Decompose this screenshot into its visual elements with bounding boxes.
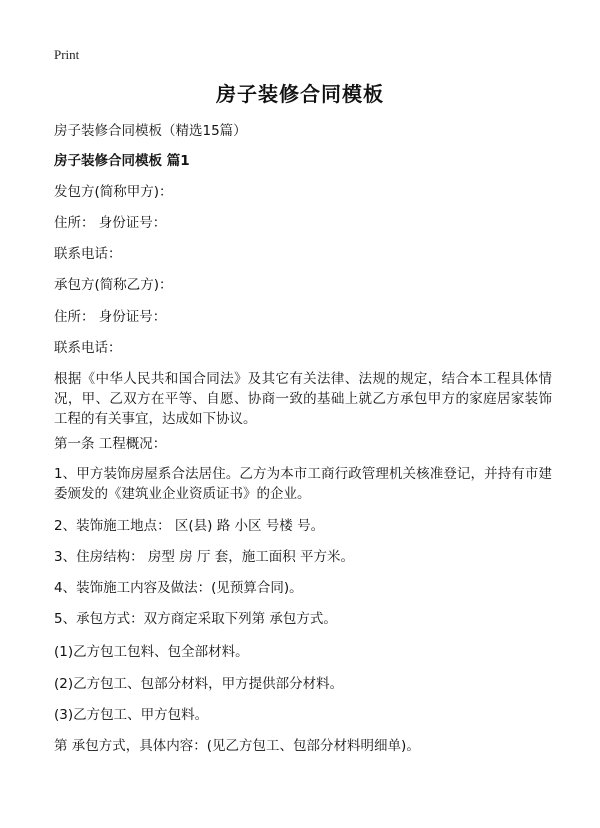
clause-item-2: 2、装饰施工地点： 区(县) 路 小区 号楼 号。	[54, 518, 325, 534]
party-b-address: 住所： 身份证号：	[54, 309, 167, 325]
contract-option-3: (3)乙方包工、甲方包料。	[54, 707, 209, 723]
clause-item-1: 1、甲方装饰房屋系合法居住。乙方为本市工商行政管理机关核准登记，并持有市建委颁发的《建筑业企业资质证书》的企业。	[54, 466, 552, 502]
contract-option-2: (2)乙方包工、包部分材料，甲方提供部分材料。	[54, 676, 344, 692]
clause-item-5: 5、承包方式：双方商定采取下列第 承包方式。	[54, 611, 337, 627]
party-b-phone: 联系电话：	[54, 340, 122, 356]
party-a-label: 发包方(简称甲方)：	[54, 184, 173, 200]
article-one-heading: 第一条 工程概况：	[54, 436, 167, 452]
print-label: Print	[54, 47, 80, 62]
party-b-label: 承包方(简称乙方)：	[54, 277, 173, 293]
closing-line: 第 承包方式，具体内容：(见乙方包工、包部分材料明细单)。	[54, 738, 420, 754]
intro-paragraph: 根据《中华人民共和国合同法》及其它有关法律、法规的规定，结合本工程具体情况，甲、乙双方在平等、自愿、协商一致的基础上就乙方承包甲方的家庭居家装饰工程的有关事宜，达成如下协议。	[54, 371, 552, 427]
party-a-phone: 联系电话：	[54, 246, 122, 262]
contract-option-1: (1)乙方包工包料、包全部材料。	[54, 644, 249, 660]
document-title: 房子装修合同模板	[216, 82, 384, 106]
clause-item-4: 4、装饰施工内容及做法：(见预算合同)。	[54, 580, 303, 596]
party-a-address: 住所： 身份证号：	[54, 215, 167, 231]
clause-item-3: 3、住房结构： 房型 房 厅 套，施工面积 平方米。	[54, 549, 355, 565]
document-subtitle: 房子装修合同模板（精选15篇）	[54, 123, 247, 139]
section-heading: 房子装修合同模板 篇1	[54, 153, 190, 169]
